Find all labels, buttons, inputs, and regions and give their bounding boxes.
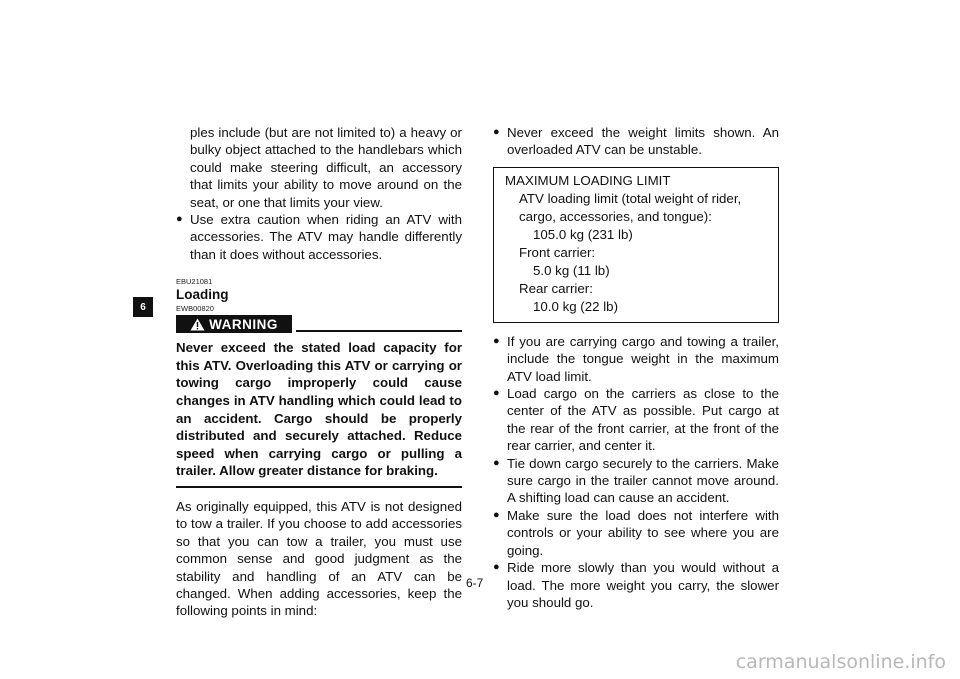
bullet-text: If you are carrying cargo and towing a trailer, include the tongue weight in the maximum ATV load limit. (507, 333, 779, 384)
section-code: EBU21081 (176, 277, 213, 287)
bullet-text: Make sure the load does not interfere with controls or your ability to see where you are going. (507, 507, 779, 558)
bullet-icon: ● (176, 213, 183, 226)
watermark: carmanualsonline.info (735, 651, 946, 673)
intro-continuation: ples include (but are not limited to) a heavy or bulky object attached to the handlebars which could make steering difficult, an accessory that limits your ability to move around on the seat, or one that limits your view. (190, 125, 462, 210)
left-column (176, 124, 462, 620)
list-item (176, 211, 462, 263)
list-item (493, 455, 779, 507)
bullet-text: Use extra caution when riding an ATV with accessories. The ATV may handle differently than it does without accessories. (190, 212, 462, 262)
body-paragraph: As originally equipped, this ATV is not designed to tow a trailer. If you choose to add accessories so that you can tow a trailer, you must use common sense and good judgment as the stability and handling of an ATV can be changed. When adding accessories, keep the following points in mind: (176, 499, 462, 619)
bullet-text: Tie down cargo securely to the carriers. Make sure cargo in the trailer cannot move around. A shifting load can cause an accident. (507, 455, 779, 506)
warning-header (176, 315, 462, 333)
loading-limit-box (493, 167, 779, 323)
rear-carrier-value: 10.0 kg (22 lb) (533, 298, 619, 314)
chapter-tab: 6 (133, 297, 153, 317)
bullet-text: Load cargo on the carriers as close to the center of the ATV as possible. Put cargo at the rear of the front carrier, at the front of the rear carrier, and center it. (507, 386, 779, 454)
bullet-text: Never exceed the weight limits shown. An overloaded ATV can be unstable. (507, 125, 779, 158)
list-item (493, 559, 779, 611)
bullet-icon: ● (493, 456, 500, 469)
warning-badge (176, 315, 292, 333)
warning-code: EWB00820 (176, 304, 214, 314)
list-item (493, 124, 779, 159)
bullet-icon: ● (493, 508, 500, 521)
atv-limit-label: ATV loading limit (total weight of rider, cargo, accessories, and tongue): (519, 190, 742, 224)
warning-triangle-icon (190, 318, 205, 331)
box-title: MAXIMUM LOADING LIMIT (505, 172, 671, 188)
bullet-icon: ● (493, 126, 500, 138)
bullet-icon: ● (493, 561, 500, 574)
rear-carrier-label: Rear carrier: (519, 280, 593, 296)
front-carrier-value: 5.0 kg (11 lb) (533, 262, 610, 278)
front-carrier-label: Front carrier: (519, 244, 596, 260)
list-item (493, 507, 779, 559)
atv-limit-value: 105.0 kg (231 lb) (533, 226, 633, 242)
warning-rule (296, 330, 462, 332)
warning-label: WARNING (209, 316, 278, 332)
warning-text: Never exceed the stated load capacity for this ATV. Overloading this ATV or carrying or towing cargo improperly could cause changes in ATV handling which could lead to an accident. Cargo should be properly distributed and securely attached. Reduce speed when carrying cargo or pulling a trailer. Allow greater distance for braking. (176, 339, 462, 488)
right-column (493, 124, 779, 611)
page-number: 6-7 (466, 576, 484, 590)
bullet-icon: ● (493, 387, 500, 400)
section-title: Loading (176, 287, 229, 303)
bullet-icon: ● (493, 334, 500, 347)
list-item (493, 385, 779, 455)
list-item (493, 333, 779, 385)
bullet-text: Ride more slowly than you would without a load. The more weight you carry, the slower you should go. (507, 560, 779, 610)
